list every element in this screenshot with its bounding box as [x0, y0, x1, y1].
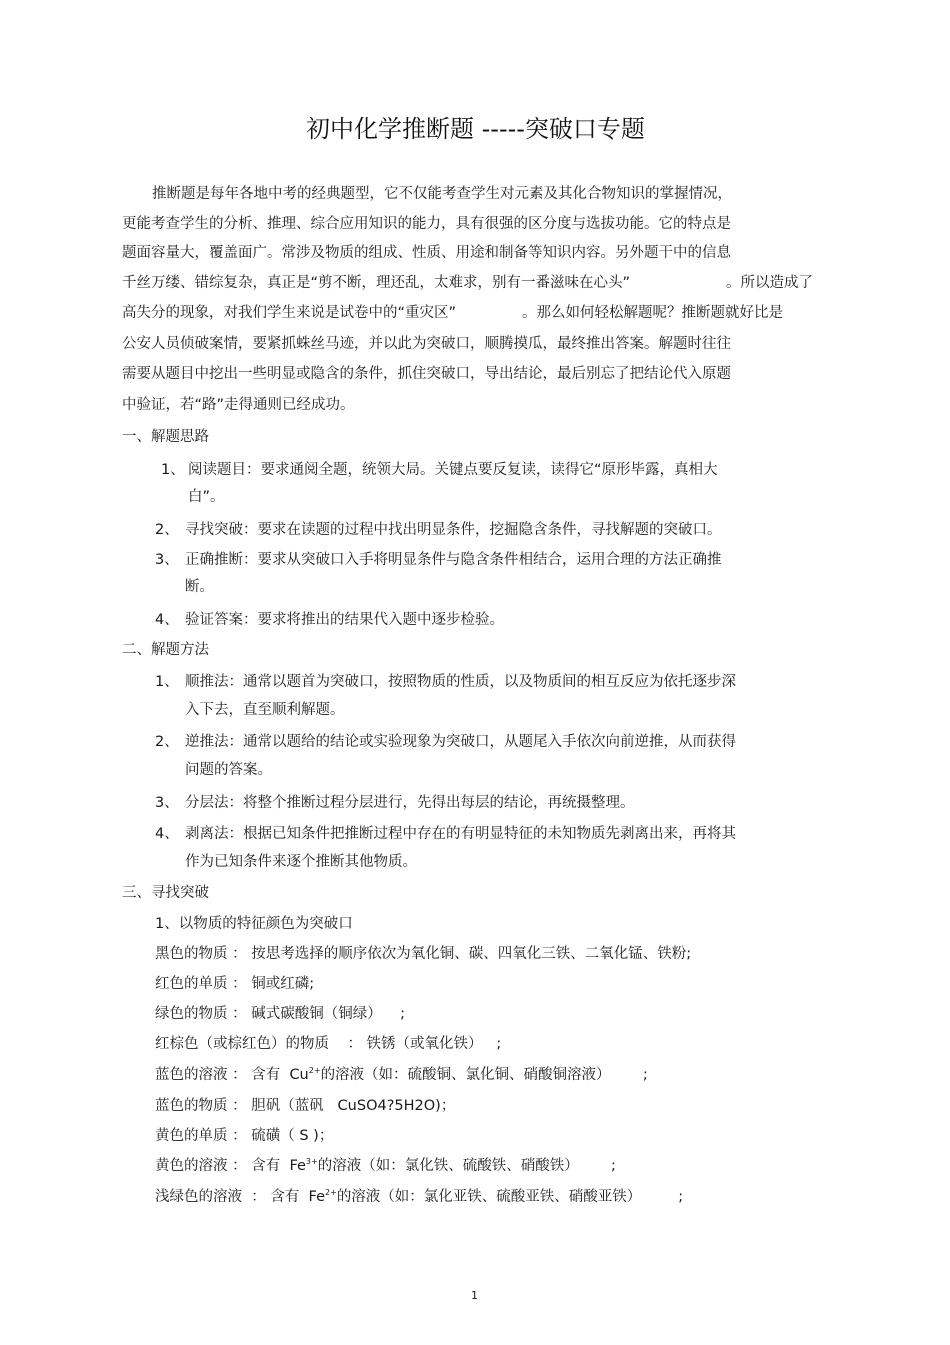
- intro-line: 需要从题目中挖出一些明显或隐含的条件，抓住突破口，导出结论，最后别忘了把结论代入原题: [122, 366, 731, 382]
- intro-line: 更能考查学生的分析、推理、综合应用知识的能力，具有很强的区分度与选拔功能。它的特点是: [122, 216, 731, 232]
- color-label: 绿色的物质: [155, 1006, 228, 1022]
- color-label: 蓝色的溶液: [155, 1067, 228, 1083]
- intro-line: 。所以造成了: [726, 275, 813, 291]
- formula: CuSO4?5H2O: [337, 1098, 436, 1114]
- intro-line: 推断题是每年各地中考的经典题型，它不仅能考查学生对元素及其化合物知识的掌握情况，: [152, 186, 732, 202]
- intro-line: 题面容量大，覆盖面广。常涉及物质的组成、性质、用途和制备等知识内容。另外题干中的信息: [122, 245, 731, 261]
- ion-charge: 2+: [325, 1188, 337, 1197]
- intro-line: 中验证，若“路”走得通则已经成功。: [122, 397, 355, 413]
- intro-line: 千丝万缕、错综复杂，真正是“剪不断，理还乱，太难求，别有一番滋味在心头”: [122, 275, 631, 291]
- list-item: 正确推断：要求从突破口入手将明显条件与隐含条件相结合，运用合理的方法正确推: [185, 552, 722, 568]
- color-line: 红棕色（或棕红色）的物质 ： 铁锈（或氧化铁） ;: [155, 1036, 502, 1052]
- ion-symbol: Cu: [289, 1067, 309, 1083]
- ion-charge: 2+: [308, 1066, 321, 1075]
- ion-symbol: Fe: [308, 1189, 326, 1205]
- ion-charge: 3+: [305, 1157, 318, 1166]
- section-heading: 一、解题思路: [122, 429, 209, 445]
- section-heading: 三、寻找突破: [122, 885, 209, 901]
- color-line: 黑色的物质 ： 按思考选择的顺序依次为氧化铜、碳、四氧化三铁、二氧化锰、铁粉;: [155, 946, 692, 962]
- intro-line: 高失分的现象，对我们学生来说是试卷中的“重灾区”: [122, 305, 457, 321]
- color-line: 蓝色的物质 ： 胆矾（蓝矾 CuSO4?5H2O)；: [155, 1098, 456, 1114]
- page-title: 初中化学推断题 -----突破口专题: [306, 115, 645, 143]
- page-number: 1: [471, 1289, 478, 1302]
- list-number: 3、: [155, 552, 179, 568]
- color-line: 红色的单质 ： 铜或红磷;: [155, 976, 315, 992]
- list-number: 2、: [155, 734, 179, 750]
- ion-symbol: Fe: [289, 1158, 306, 1174]
- color-line: 浅绿色的溶液 ： 含有 $Fe^{2+}$的溶液（如：氯化亚铁、硫酸亚铁、硝酸亚铁） ;: [155, 1188, 684, 1205]
- list-item-cont: 问题的答案。: [185, 762, 272, 778]
- list-number: 2、: [155, 522, 179, 538]
- section-heading: 二、解题方法: [122, 642, 209, 658]
- color-label: 蓝色的物质: [155, 1098, 228, 1114]
- color-line: 绿色的物质 ： 碱式碳酸铜（铜绿） ;: [155, 1006, 406, 1022]
- color-label: 红色的单质: [155, 976, 228, 992]
- list-number: 4、: [155, 612, 179, 628]
- formula: S: [299, 1128, 309, 1144]
- color-label: 黄色的单质: [155, 1128, 228, 1144]
- sub-heading: 1、以物质的特征颜色为突破口: [155, 916, 353, 932]
- color-line: 黄色的溶液 ： 含有 $Fe^{3+}$的溶液（如：氯化铁、硫酸铁、硝酸铁） ;: [155, 1157, 616, 1174]
- list-item: 分层法：将整个推断过程分层进行，先得出每层的结论，再统摄整理。: [185, 795, 635, 811]
- list-number: 1、: [161, 462, 185, 478]
- color-label: 黑色的物质: [155, 946, 228, 962]
- list-item-cont: 作为已知条件来逐个推断其他物质。: [185, 854, 417, 870]
- intro-line: 公安人员侦破案情，要紧抓蛛丝马迹，并以此为突破口，顺腾摸瓜，最终推出答案。解题时往往: [122, 336, 731, 352]
- color-label: 黄色的溶液: [155, 1158, 228, 1174]
- color-label: 红棕色（或棕红色）的物质: [155, 1036, 329, 1052]
- list-item: 逆推法：通常以题给的结论或实验现象为突破口，从题尾入手依次向前逆推，从而获得: [185, 734, 736, 750]
- list-number: 1、: [155, 674, 179, 690]
- list-item: 寻找突破：要求在读题的过程中找出明显条件，挖掘隐含条件，寻找解题的突破口。: [185, 522, 722, 538]
- list-item-cont: 入下去，直至顺利解题。: [185, 702, 345, 718]
- list-number: 4、: [155, 826, 179, 842]
- list-item-cont: 白”。: [188, 489, 225, 505]
- list-item-cont: 断。: [185, 579, 214, 595]
- list-item: 验证答案：要求将推出的结果代入题中逐步检验。: [185, 612, 504, 628]
- list-item: 阅读题目：要求通阅全题，统领大局。关键点要反复读，读得它“原形毕露，真相大: [188, 462, 718, 478]
- color-label: 浅绿色的溶液: [155, 1189, 242, 1205]
- color-line: 黄色的单质 ： 硫磺（ S )；: [155, 1128, 334, 1144]
- list-item: 顺推法：通常以题首为突破口，按照物质的性质，以及物质间的相互反应为依托逐步深: [185, 674, 736, 690]
- color-line: 蓝色的溶液 ： 含有 $Cu^{2+}$的溶液（如：硫酸铜、氯化铜、硝酸铜溶液） ;: [155, 1066, 648, 1083]
- list-item: 剥离法：根据已知条件把推断过程中存在的有明显特征的未知物质先剥离出来，再将其: [185, 826, 736, 842]
- intro-line: 。那么如何轻松解题呢？推断题就好比是: [522, 305, 783, 321]
- list-number: 3、: [155, 795, 179, 811]
